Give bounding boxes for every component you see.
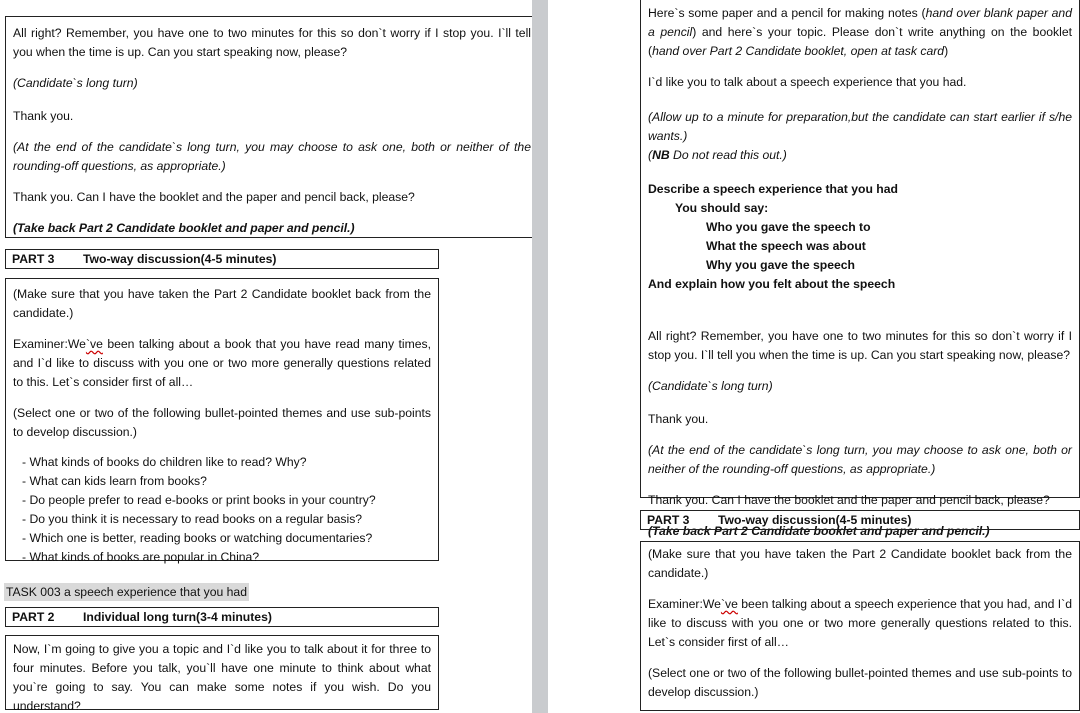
list-item: - Do you think it is necessary to read books on a regular basis? xyxy=(22,512,363,526)
left-end-note: (At the end of the candidate`s long turn, you may choose to ask one, both or neither of the rounding-off questions, as appropriate.) xyxy=(13,140,531,173)
list-item: - Do people prefer to read e-books or print books in your country? xyxy=(22,493,376,507)
page-gutter xyxy=(532,0,548,713)
right-remember-text: All right? Remember, you have one to two minutes for this so don`t worry if I stop you. I`ll tell you when the time is up. Can you start speaking now, please? xyxy=(648,329,1072,362)
left-discussion-box xyxy=(5,278,439,564)
right-part3-header xyxy=(640,510,1080,530)
cue-should: You should say: xyxy=(675,201,769,215)
left-long-turn-box xyxy=(5,16,532,238)
left-select-note: (Select one or two of the following bullet-pointed themes and use sub-points to develop discussion.) xyxy=(13,406,431,439)
list-item: - What kinds of books are popular in China? xyxy=(22,550,260,564)
left-part2-title: Individual long turn(3-4 minutes) xyxy=(83,610,272,624)
right-part3-title: Two-way discussion(4-5 minutes) xyxy=(718,513,912,527)
right-discussion-box xyxy=(640,541,1080,711)
task-card xyxy=(648,180,1072,294)
right-nb-note: (NB Do not read this out.) xyxy=(648,148,787,162)
cue-item: What the speech was about xyxy=(706,239,866,253)
left-candidate-turn: (Candidate`s long turn) xyxy=(13,76,138,90)
right-talk-text: I`d like you to talk about a speech experience that you had. xyxy=(648,75,967,89)
left-take-back: (Take back Part 2 Candidate booklet and paper and pencil.) xyxy=(13,221,355,235)
task-title: TASK 003 a speech experience that you had xyxy=(6,585,247,599)
left-make-sure: (Make sure that you have taken the Part 2 Candidate booklet back from the candidate.) xyxy=(13,287,431,320)
left-intro-box xyxy=(5,635,439,713)
list-item: - What can kids learn from books? xyxy=(22,474,207,488)
right-paper-text: Here`s some paper and a pencil for making notes (hand over blank paper and a pencil) and here`s your topic. Please don`t write anything on the booklet (hand over Part 2 Candidate booklet, open at task card) xyxy=(648,6,1072,58)
left-intro-text: Now, I`m going to give you a topic and I`d like you to talk about it for three to four minutes. Before you talk, you`ll have one minute to think about what you`re going to say. You can make some notes if you wish. Do you understand? xyxy=(13,642,431,713)
cue-item: Why you gave the speech xyxy=(706,258,855,272)
cue-title: Describe a speech experience that you had xyxy=(648,182,898,196)
cue-item: Who you gave the speech to xyxy=(706,220,871,234)
left-part3-header xyxy=(5,249,439,269)
left-part2-number: PART 2 xyxy=(12,610,55,624)
left-part3-title: Two-way discussion(4-5 minutes) xyxy=(83,252,277,266)
right-end-note: (At the end of the candidate`s long turn, you may choose to ask one, both or neither of the rounding-off questions, as appropriate.) xyxy=(648,443,1072,476)
right-select-note: (Select one or two of the following bullet-pointed themes and use sub-points to develop discussion.) xyxy=(648,666,1072,699)
left-remember-text: All right? Remember, you have one to two minutes for this so don`t worry if I stop you. I`ll tell you when the time is up. Can you start speaking now, please? xyxy=(13,26,531,59)
right-thank-you: Thank you. xyxy=(648,412,709,426)
right-part3-number: PART 3 xyxy=(647,513,690,527)
left-thank-you: Thank you. xyxy=(13,109,74,123)
right-take-back: (Take back Part 2 Candidate booklet and paper and pencil.) xyxy=(648,524,990,538)
list-item: - Which one is better, reading books or watching documentaries? xyxy=(22,531,373,545)
right-examiner-intro: Examiner:We`ve been talking about a speech experience that you had, and I`d like to discuss with you one or two more generally questions related to this. Let`s consider first of all… xyxy=(648,597,1072,649)
left-part3-number: PART 3 xyxy=(12,252,55,266)
right-allow-note: (Allow up to a minute for preparation,but the candidate can start earlier if s/he wants.) xyxy=(648,110,1072,143)
left-bullet-list xyxy=(13,453,431,567)
right-ask-back: Thank you. Can I have the booklet and the paper and pencil back, please? xyxy=(648,493,1050,507)
left-part2-header xyxy=(5,607,439,627)
left-page xyxy=(0,0,532,713)
left-examiner-intro: Examiner:We`ve been talking about a book that you have read many times, and I`d like to discuss with you one or two more generally questions related to this. Let`s consider first of all… xyxy=(13,337,431,389)
right-make-sure: (Make sure that you have taken the Part 2 Candidate booklet back from the candidate.) xyxy=(648,547,1072,580)
cue-explain: And explain how you felt about the speech xyxy=(648,277,896,291)
right-candidate-turn: (Candidate`s long turn) xyxy=(648,379,773,393)
right-page xyxy=(548,0,1080,713)
list-item: - What kinds of books do children like to read? Why? xyxy=(22,455,307,469)
left-ask-back: Thank you. Can I have the booklet and the paper and pencil back, please? xyxy=(13,190,415,204)
